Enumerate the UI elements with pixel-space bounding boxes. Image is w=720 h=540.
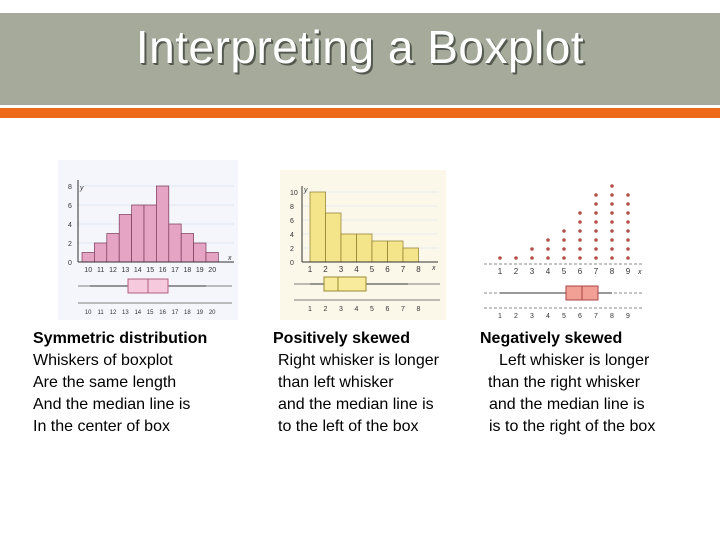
y-tick-label: 8 <box>68 184 72 191</box>
slide-title: Interpreting a Boxplot <box>135 21 585 73</box>
y-axis-letter: y <box>80 185 84 192</box>
y-tick-label: 10 <box>290 190 298 197</box>
y-tick-label: 0 <box>68 260 72 267</box>
histogram-bar <box>403 248 419 262</box>
data-dot <box>578 211 582 215</box>
caption-line: than left whisker <box>278 374 394 391</box>
caption-line: and the median line is <box>278 396 434 413</box>
data-dot <box>610 238 614 242</box>
box-tick-label: 7 <box>401 306 405 313</box>
caption-line: is to the right of the box <box>489 418 656 435</box>
caption-line: and the median line is <box>489 396 645 413</box>
x-tick-label: 16 <box>158 267 167 274</box>
histogram-bar <box>310 192 326 262</box>
box-tick-label: 8 <box>416 306 421 313</box>
data-dot <box>562 256 566 260</box>
box-tick-label: 17 <box>171 310 179 316</box>
box-tick-label: 6 <box>578 313 582 320</box>
box-tick-label: 12 <box>109 310 117 316</box>
histogram-bar <box>181 234 193 263</box>
y-tick-label: 4 <box>290 232 294 239</box>
data-dot <box>610 202 614 206</box>
data-dot <box>626 220 630 224</box>
box-tick-label: 1 <box>498 313 502 320</box>
box-tick-label: 16 <box>159 310 166 316</box>
histogram-bar <box>156 186 168 262</box>
data-dot <box>626 193 630 197</box>
data-dot <box>594 238 598 242</box>
box-tick-label: 4 <box>354 306 359 313</box>
x-tick-label: 5 <box>369 265 375 274</box>
x-tick-label: 20 <box>208 267 217 274</box>
histogram-bar <box>206 253 218 263</box>
box-tick-label: 5 <box>562 313 566 320</box>
histogram-bar <box>94 243 106 262</box>
box-tick-label: 15 <box>146 310 154 316</box>
box-tick-label: 14 <box>134 310 142 316</box>
data-dot <box>626 256 630 260</box>
data-dot <box>626 202 630 206</box>
x-tick-label: 13 <box>121 267 130 274</box>
x-tick-label: 8 <box>416 265 421 274</box>
x-tick-label: 2 <box>323 265 328 274</box>
data-dot <box>562 238 566 242</box>
data-dot <box>546 238 550 242</box>
box-tick-label: 19 <box>196 310 204 316</box>
x-tick-label: 7 <box>593 267 599 276</box>
data-dot <box>594 256 598 260</box>
histogram-bar <box>169 224 181 262</box>
data-dot <box>626 238 630 242</box>
caption-line: And the median line is <box>33 396 191 413</box>
box-tick-label: 8 <box>610 313 614 320</box>
symmetric-histogram-figure <box>58 160 238 320</box>
box <box>324 277 366 291</box>
caption-line: Right whisker is longer <box>278 352 439 369</box>
data-dot <box>610 247 614 251</box>
y-tick-label: 6 <box>290 218 294 225</box>
x-tick-label: 19 <box>195 267 204 274</box>
caption-positive <box>273 328 439 438</box>
data-dot <box>594 211 598 215</box>
y-axis-letter: y <box>304 187 308 194</box>
x-tick-label: 9 <box>625 267 631 276</box>
negative-skew-figure <box>478 168 650 320</box>
data-dot <box>562 247 566 251</box>
x-tick-label: 15 <box>146 267 155 274</box>
box-tick-label: 5 <box>370 306 374 313</box>
y-tick-label: 8 <box>290 204 294 211</box>
histogram-bar <box>119 215 131 263</box>
caption-line: than the right whisker <box>488 374 641 391</box>
box-tick-label: 4 <box>546 313 550 320</box>
box-tick-label: 2 <box>514 313 518 320</box>
box-tick-label: 3 <box>530 313 534 320</box>
data-dot <box>594 229 598 233</box>
data-dot <box>578 220 582 224</box>
data-dot <box>578 256 582 260</box>
x-tick-label: 4 <box>354 265 359 274</box>
histogram-bar <box>341 234 357 262</box>
figure-background <box>478 168 650 320</box>
x-tick-label: 5 <box>561 267 567 276</box>
x-tick-label: 7 <box>400 265 406 274</box>
caption-line: Are the same length <box>33 374 177 391</box>
caption-line: Whiskers of boxplot <box>33 352 173 369</box>
data-dot <box>610 193 614 197</box>
histogram-bar <box>388 241 404 262</box>
box-tick-label: 9 <box>626 313 630 320</box>
box-tick-label: 3 <box>339 306 343 313</box>
caption-symmetric <box>33 328 207 438</box>
box-tick-label: 10 <box>84 310 92 316</box>
box-tick-label: 13 <box>122 310 129 316</box>
y-tick-label: 2 <box>290 246 294 253</box>
x-tick-label: 2 <box>513 267 519 276</box>
data-dot <box>626 229 630 233</box>
data-dot <box>530 247 534 251</box>
data-dot <box>594 220 598 224</box>
caption-line: In the center of box <box>33 418 170 435</box>
data-dot <box>610 220 614 224</box>
x-axis-letter: x <box>638 269 642 276</box>
data-dot <box>578 229 582 233</box>
data-dot <box>514 256 518 260</box>
data-dot <box>626 247 630 251</box>
data-dot <box>626 211 630 215</box>
box-tick-label: 20 <box>208 310 216 316</box>
x-tick-label: 18 <box>183 267 192 274</box>
x-tick-label: 17 <box>171 267 179 274</box>
x-tick-label: 12 <box>109 267 117 274</box>
x-tick-label: 1 <box>497 267 503 276</box>
histogram-bar <box>82 253 94 263</box>
x-tick-label: 10 <box>84 267 93 274</box>
x-tick-label: 1 <box>307 265 313 274</box>
data-dot <box>610 211 614 215</box>
histogram-bar <box>372 241 388 262</box>
data-dot <box>594 247 598 251</box>
x-tick-label: 6 <box>385 265 390 274</box>
caption-line: to the left of the box <box>278 418 419 435</box>
data-dot <box>546 256 550 260</box>
y-tick-label: 4 <box>68 222 72 229</box>
box-tick-label: 1 <box>308 306 312 313</box>
data-dot <box>594 193 598 197</box>
box-tick-label: 11 <box>97 310 104 316</box>
caption-heading: Positively skewed <box>273 330 410 347</box>
data-dot <box>610 229 614 233</box>
caption-negative <box>480 328 655 438</box>
histogram-bar <box>132 205 144 262</box>
data-dot <box>578 247 582 251</box>
accent-bar <box>0 108 720 118</box>
x-tick-label: 3 <box>338 265 344 274</box>
x-axis-letter: x <box>432 265 436 272</box>
histogram-bar <box>107 234 119 263</box>
y-tick-label: 2 <box>68 241 72 248</box>
positive-skew-figure <box>280 170 446 320</box>
data-dot <box>546 247 550 251</box>
data-dot <box>594 202 598 206</box>
caption-line: Left whisker is longer <box>499 352 650 369</box>
y-tick-label: 6 <box>68 203 72 210</box>
x-tick-label: 8 <box>609 267 615 276</box>
data-dot <box>578 238 582 242</box>
box-tick-label: 18 <box>184 310 191 316</box>
caption-heading: Negatively skewed <box>480 330 623 347</box>
box-tick-label: 2 <box>323 306 328 313</box>
x-axis-letter: x <box>228 255 232 262</box>
x-tick-label: 3 <box>529 267 535 276</box>
data-dot <box>610 256 614 260</box>
box-tick-label: 7 <box>594 313 598 320</box>
x-tick-label: 11 <box>96 267 105 274</box>
data-dot <box>530 256 534 260</box>
data-dot <box>498 256 502 260</box>
histogram-bar <box>194 243 206 262</box>
x-tick-label: 4 <box>545 267 551 276</box>
box-tick-label: 6 <box>385 306 390 313</box>
x-tick-label: 6 <box>577 267 583 276</box>
histogram-bar <box>144 205 156 262</box>
x-tick-label: 14 <box>133 267 142 274</box>
data-dot <box>562 229 566 233</box>
caption-heading: Symmetric distribution <box>33 330 208 347</box>
y-tick-label: 0 <box>290 260 294 267</box>
histogram-bar <box>326 213 342 262</box>
data-dot <box>610 184 614 188</box>
histogram-bar <box>357 234 373 262</box>
